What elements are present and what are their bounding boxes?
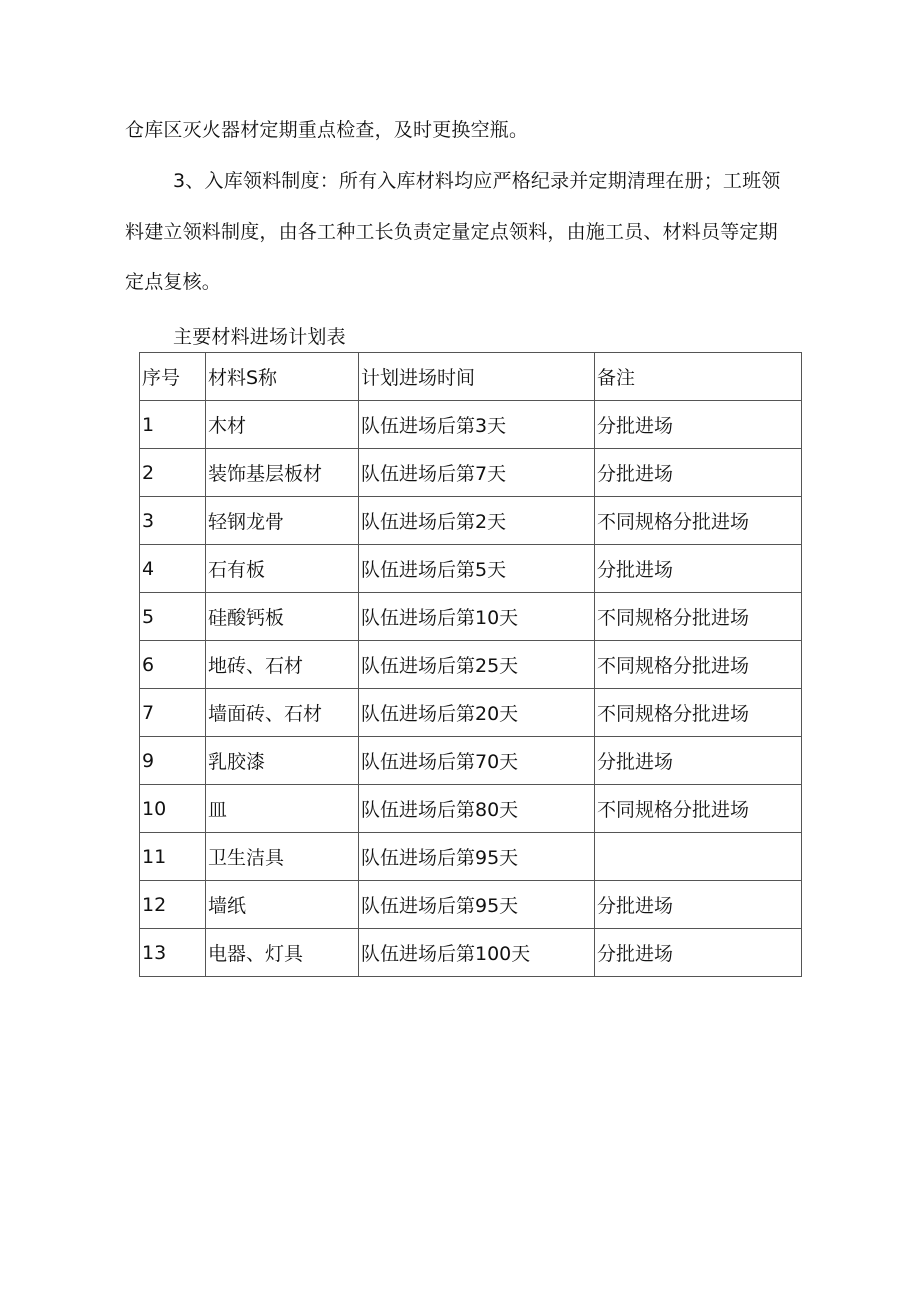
cell-material: 乳胶漆 — [206, 737, 359, 785]
cell-time: 队伍进场后第95天 — [359, 833, 595, 881]
cell-time: 队伍进场后第20天 — [359, 689, 595, 737]
table-row — [140, 833, 802, 881]
paragraph-line-2: 3、入库领料制度：所有入库材料均应严格纪录并定期清理在册；工班领 — [173, 170, 781, 192]
table-header-row — [140, 353, 802, 401]
cell-remark: 分批进场 — [595, 929, 802, 977]
table-body — [140, 401, 802, 977]
cell-index: 1 — [140, 401, 206, 449]
table-title: 主要材料进场计划表 — [173, 326, 346, 348]
cell-remark: 不同规格分批进场 — [595, 785, 802, 833]
cell-index: 12 — [140, 881, 206, 929]
cell-time: 队伍进场后第10天 — [359, 593, 595, 641]
cell-remark: 不同规格分批进场 — [595, 593, 802, 641]
table-row — [140, 929, 802, 977]
table-row — [140, 881, 802, 929]
cell-remark: 分批进场 — [595, 737, 802, 785]
header-cell-index: 序号 — [140, 353, 206, 401]
table-row — [140, 545, 802, 593]
cell-index: 3 — [140, 497, 206, 545]
cell-material: 地砖、石材 — [206, 641, 359, 689]
cell-time: 队伍进场后第70天 — [359, 737, 595, 785]
cell-remark: 分批进场 — [595, 545, 802, 593]
cell-material: 装饰基层板材 — [206, 449, 359, 497]
paragraph-line-4: 定点复核。 — [125, 271, 222, 293]
paragraph-line-1: 仓库区灭火器材定期重点检查，及时更换空瓶。 — [125, 119, 529, 141]
cell-material: 卫生洁具 — [206, 833, 359, 881]
cell-index: 9 — [140, 737, 206, 785]
cell-time: 队伍进场后第80天 — [359, 785, 595, 833]
cell-time: 队伍进场后第100天 — [359, 929, 595, 977]
cell-index: 7 — [140, 689, 206, 737]
header-cell-remark: 备注 — [595, 353, 802, 401]
cell-material: 皿 — [206, 785, 359, 833]
header-cell-material: 材料S称 — [206, 353, 359, 401]
table-row — [140, 737, 802, 785]
cell-material: 木材 — [206, 401, 359, 449]
cell-time: 队伍进场后第25天 — [359, 641, 595, 689]
cell-remark: 分批进场 — [595, 881, 802, 929]
table-row — [140, 497, 802, 545]
cell-material: 硅酸钙板 — [206, 593, 359, 641]
cell-time: 队伍进场后第95天 — [359, 881, 595, 929]
cell-index: 4 — [140, 545, 206, 593]
cell-remark: 分批进场 — [595, 449, 802, 497]
cell-remark: 不同规格分批进场 — [595, 497, 802, 545]
cell-remark: 不同规格分批进场 — [595, 641, 802, 689]
material-plan-table — [139, 352, 802, 977]
table-row — [140, 593, 802, 641]
cell-index: 5 — [140, 593, 206, 641]
cell-index: 6 — [140, 641, 206, 689]
cell-index: 11 — [140, 833, 206, 881]
table-row — [140, 401, 802, 449]
cell-time: 队伍进场后第7天 — [359, 449, 595, 497]
cell-time: 队伍进场后第2天 — [359, 497, 595, 545]
cell-remark: 分批进场 — [595, 401, 802, 449]
cell-material: 墙面砖、石材 — [206, 689, 359, 737]
table-row — [140, 641, 802, 689]
cell-material: 电器、灯具 — [206, 929, 359, 977]
table-row — [140, 689, 802, 737]
header-cell-time: 计划进场时间 — [359, 353, 595, 401]
table-row — [140, 785, 802, 833]
table-row — [140, 449, 802, 497]
cell-material: 轻钢龙骨 — [206, 497, 359, 545]
cell-index: 13 — [140, 929, 206, 977]
cell-material: 石有板 — [206, 545, 359, 593]
cell-remark: 不同规格分批进场 — [595, 689, 802, 737]
cell-time: 队伍进场后第3天 — [359, 401, 595, 449]
cell-time: 队伍进场后第5天 — [359, 545, 595, 593]
cell-index: 2 — [140, 449, 206, 497]
cell-remark — [595, 833, 802, 881]
cell-index: 10 — [140, 785, 206, 833]
cell-material: 墙纸 — [206, 881, 359, 929]
paragraph-line-3: 料建立领料制度，由各工种工长负责定量定点领料，由施工员、材料员等定期 — [125, 221, 778, 243]
